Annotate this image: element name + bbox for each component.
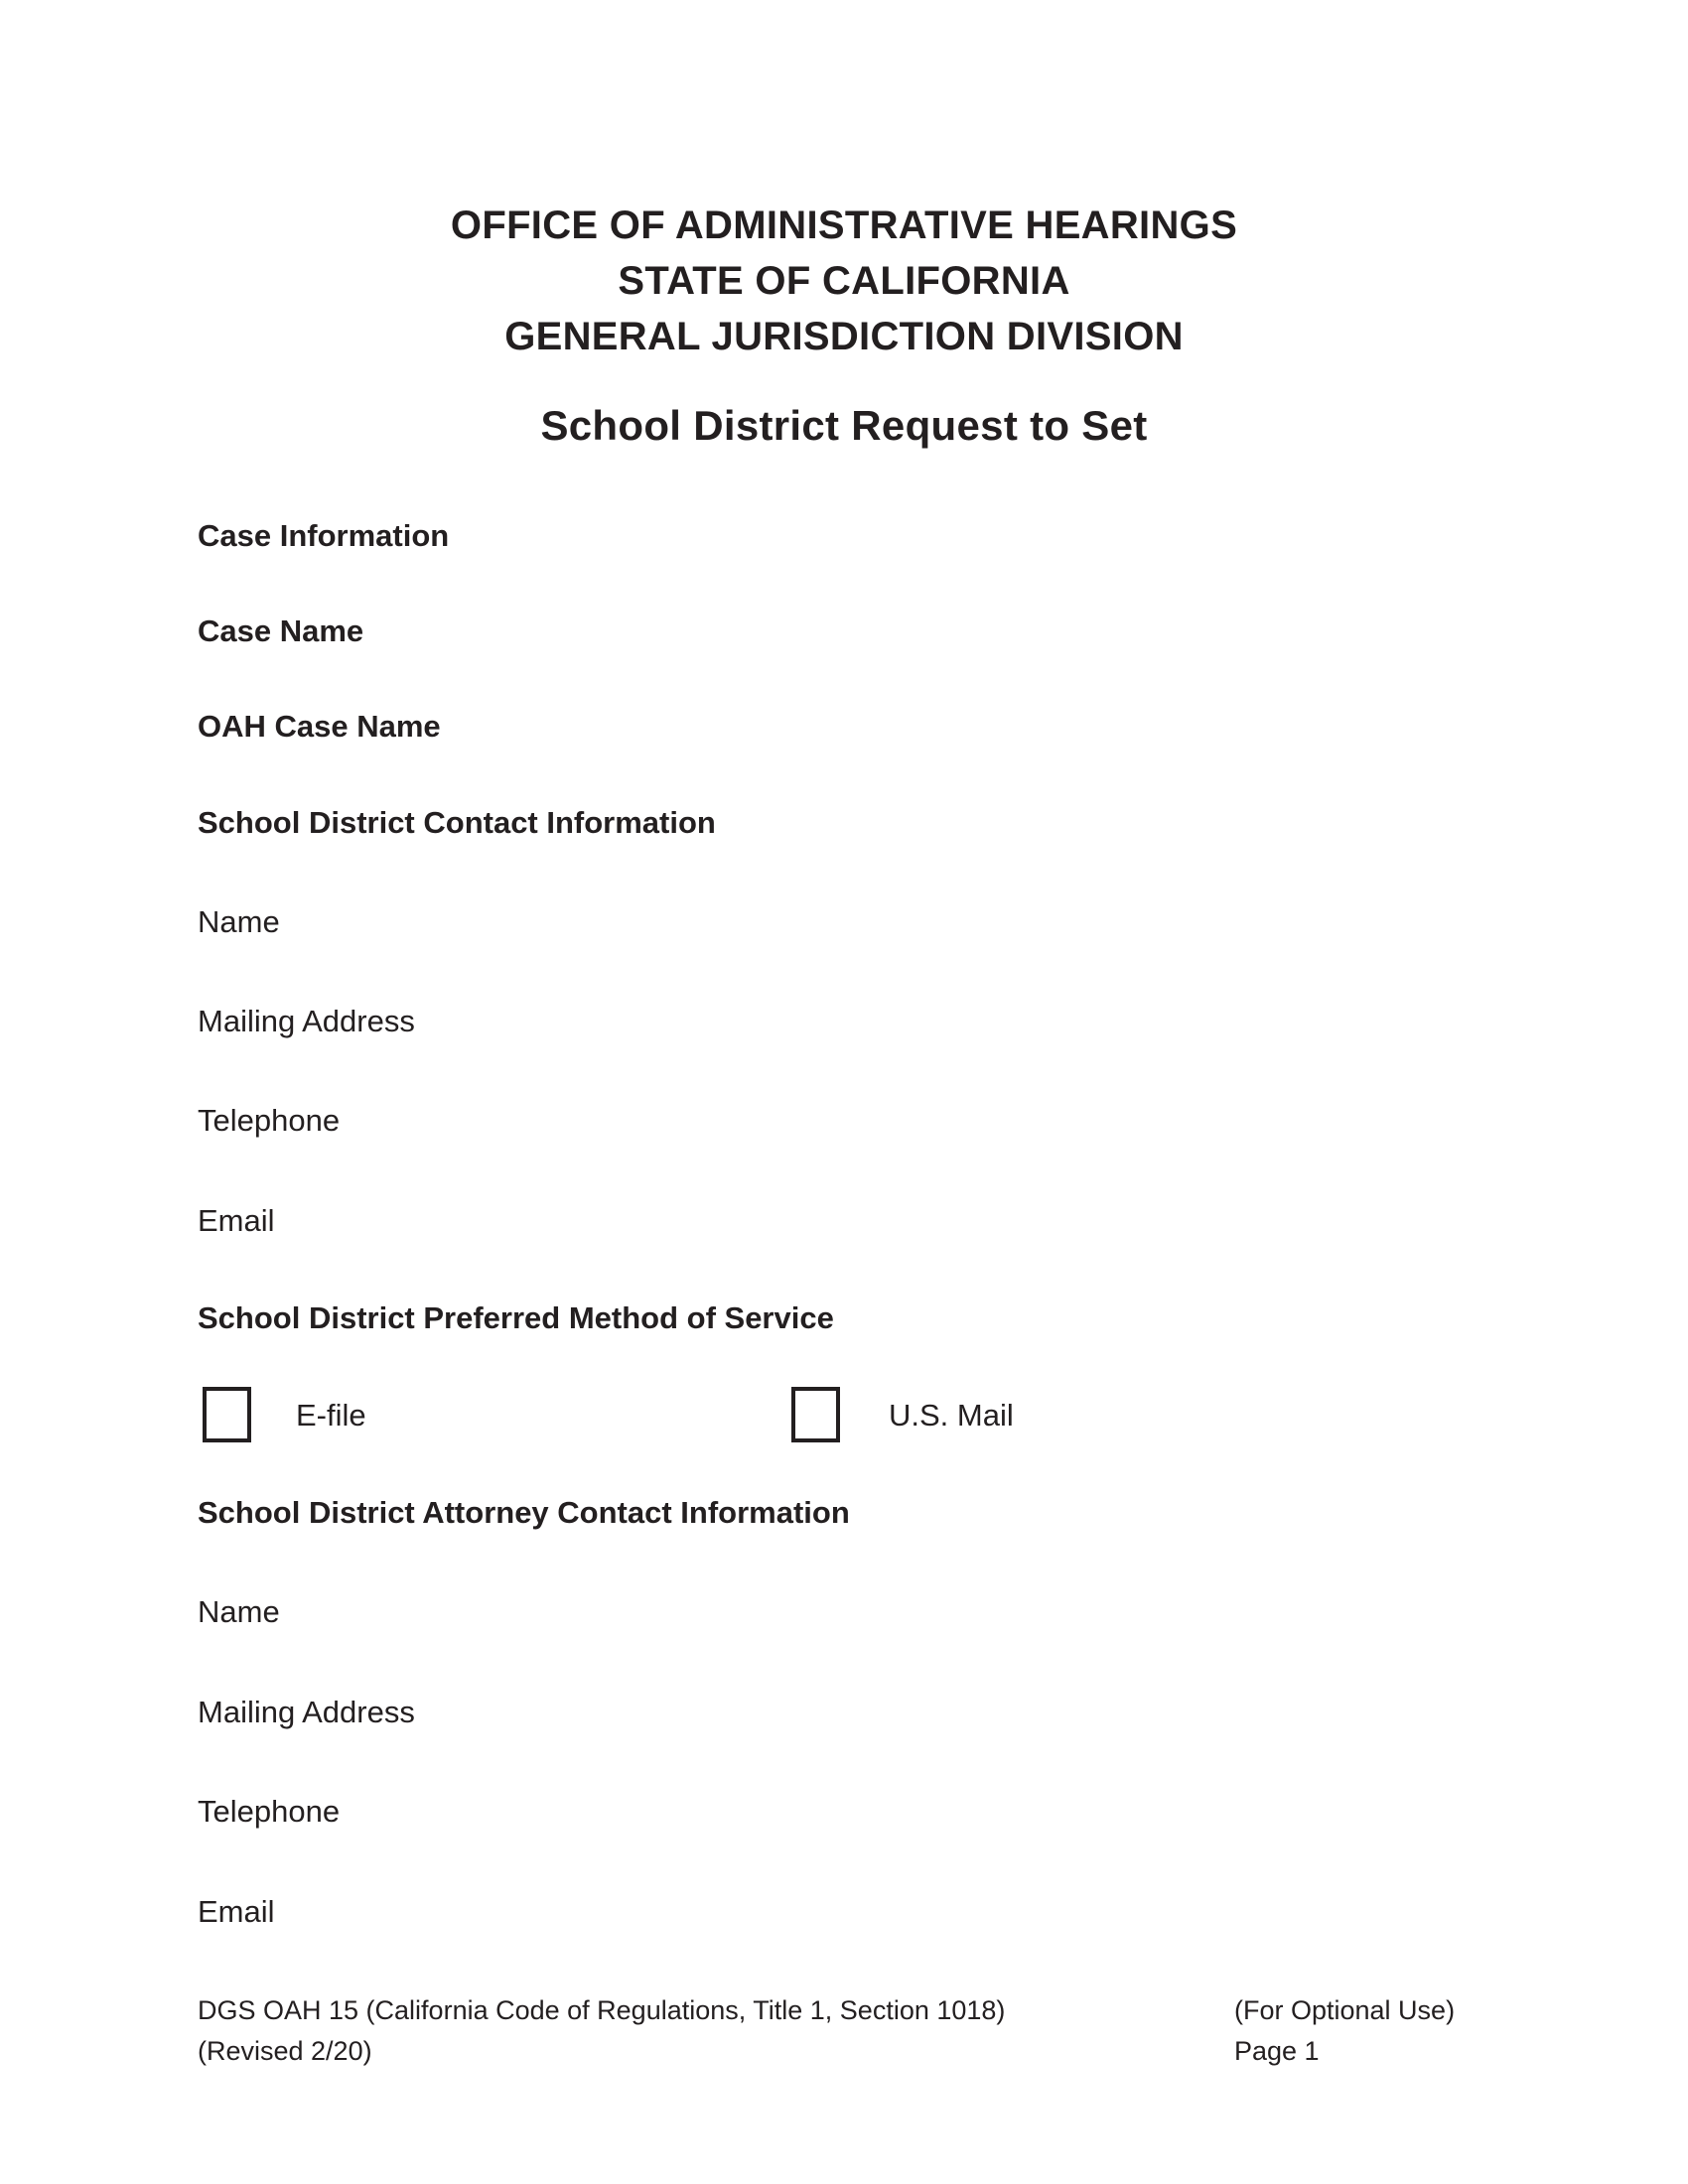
- form-title: School District Request to Set: [540, 402, 1148, 449]
- page-number: Page 1: [1234, 2036, 1320, 2066]
- efile-label: E-file: [296, 1398, 366, 1433]
- district-mailing-address-label: Mailing Address: [198, 1004, 415, 1038]
- optional-use-note: (For Optional Use): [1234, 1995, 1456, 2025]
- district-name-label: Name: [198, 904, 280, 939]
- attorney-email-label: Email: [198, 1894, 275, 1929]
- state-name: STATE OF CALIFORNIA: [618, 259, 1070, 303]
- us-mail-checkbox[interactable]: [791, 1387, 840, 1442]
- revision-date: (Revised 2/20): [198, 2036, 372, 2066]
- form-id: DGS OAH 15 (California Code of Regulations, Title 1, Section 1018): [198, 1995, 1006, 2025]
- attorney-name-label: Name: [198, 1594, 280, 1629]
- district-contact-heading: School District Contact Information: [198, 805, 716, 840]
- district-telephone-label: Telephone: [198, 1103, 341, 1138]
- service-method-heading: School District Preferred Method of Service: [198, 1300, 834, 1335]
- attorney-contact-heading: School District Attorney Contact Information: [198, 1495, 850, 1530]
- attorney-telephone-label: Telephone: [198, 1794, 341, 1829]
- case-name-label: Case Name: [198, 614, 364, 648]
- efile-checkbox[interactable]: [203, 1387, 251, 1442]
- division-name: GENERAL JURISDICTION DIVISION: [504, 315, 1184, 358]
- agency-name: OFFICE OF ADMINISTRATIVE HEARINGS: [450, 204, 1238, 247]
- attorney-mailing-address-label: Mailing Address: [198, 1695, 415, 1729]
- us-mail-label: U.S. Mail: [889, 1398, 1014, 1433]
- oah-case-name-label: OAH Case Name: [198, 709, 441, 744]
- case-information-heading: Case Information: [198, 518, 450, 553]
- district-email-label: Email: [198, 1203, 275, 1238]
